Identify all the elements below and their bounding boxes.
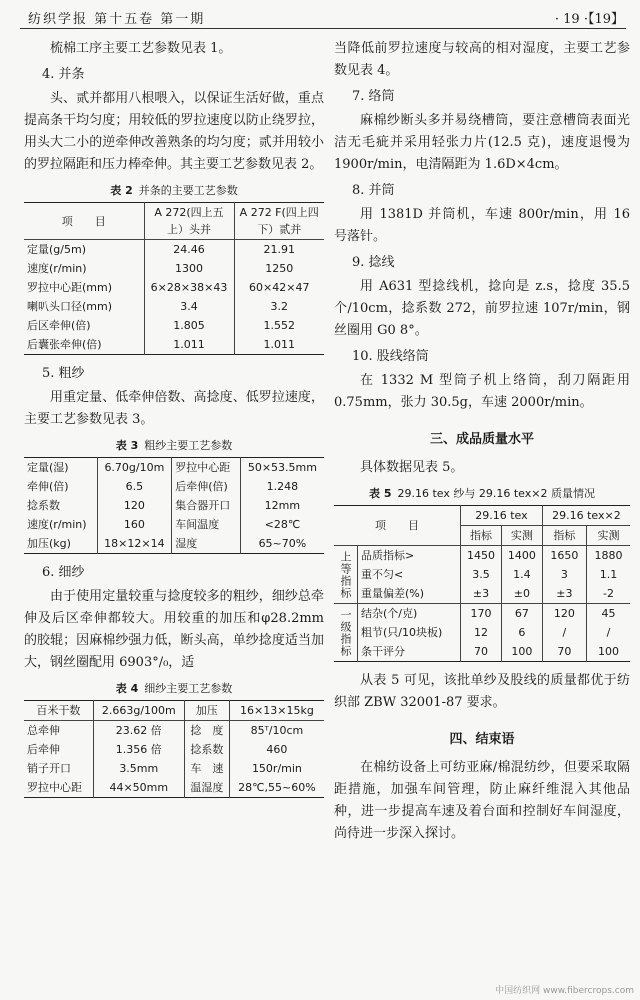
table-row: 项 目 29.16 tex 29.16 tex×2	[334, 506, 630, 526]
table-row: 罗拉中心距(mm) 6×28×38×43 60×42×47	[24, 278, 324, 297]
doubling-paragraph: 用 1381D 并筒机，车速 800r/min，用 16 号落针。	[334, 207, 630, 244]
table-row: 定量(湿) 6.70g/10m 罗拉中心距 50×53.5mm	[24, 458, 324, 478]
table-row: 总牵伸 23.62 倍 捻 度 85ᵀ/10cm	[24, 721, 324, 741]
header-rule	[20, 28, 626, 29]
table-row: 上等指标 品质指标> 1450 1400 1650 1880	[334, 546, 630, 566]
heading-twisting: 9. 捻线	[352, 255, 395, 270]
section-quality-heading: 三、成品质量水平	[429, 432, 534, 447]
table-row: 牵伸(倍) 6.5 后牵伸(倍) 1.248	[24, 477, 324, 496]
section-conclusion-heading: 四、结束语	[449, 732, 515, 747]
table4-caption: 表 4 细纱主要工艺参数	[115, 682, 233, 695]
heading-doubling: 8. 并筒	[352, 183, 395, 198]
table-row: 一级指标 结杂(个/克) 170 67 120 45	[334, 604, 630, 624]
table3-caption: 表 3 粗纱主要工艺参数	[115, 439, 233, 452]
table-row: 百米干数 2.663g/100m 加压 16×13×15kg	[24, 701, 324, 721]
table-row: 速度(r/min) 160 车间温度 <28℃	[24, 515, 324, 534]
table-row: 喇叭头口径(mm) 3.4 3.2	[24, 297, 324, 316]
twisting-paragraph: 用 A631 型捻线机，捻向是 z.s，捻度 35.5 个/10cm，捻系数 272，前罗拉速 107r/min，钢丝圈用 G0 8°。	[334, 279, 630, 338]
intro-paragraph: 梳棉工序主要工艺参数见表 1。	[50, 41, 232, 56]
table-row: 条干评分 70 100 70 100	[334, 642, 630, 662]
table-row: 粗节(只/10块板) 12 6 / /	[334, 623, 630, 642]
drawing-paragraph: 头、贰并都用八根喂入，以保证生活好做，重点提高条干均匀度；用较低的罗拉速度以防止绕罗拉，用头大二小的逆牵伸改善熟条的均匀度；贰并用较小的罗拉隔距和压力棒牵伸。其主要工艺参数见表 2。	[24, 91, 324, 172]
left-column	[24, 38, 324, 798]
continued-paragraph: 当降低前罗拉速度与较高的相对湿度，主要工艺参数见表 4。	[334, 41, 630, 78]
table2-caption: 表 2 并条的主要工艺参数	[110, 184, 238, 197]
journal-title: 纺织学报 第十五卷 第一期	[28, 12, 206, 27]
table-4	[24, 700, 324, 798]
table-row: 捻系数 120 集合器开口 12mm	[24, 496, 324, 515]
table-row: 定量(g/5m) 24.46 21.91	[24, 240, 324, 260]
table-row: 重量偏差(%) ±3 ±0 ±3 -2	[334, 584, 630, 604]
table-row: 速度(r/min) 1300 1250	[24, 259, 324, 278]
right-column	[334, 38, 630, 845]
roving-paragraph: 用重定量、低牵伸倍数、高捻度、低罗拉速度，主要工艺参数见表 3。	[24, 390, 324, 427]
heading-drawing: 4. 并条	[42, 67, 85, 82]
table-row: 后区牵伸(倍) 1.805 1.552	[24, 316, 324, 335]
table-row: 重不匀< 3.5 1.4 3 1.1	[334, 565, 630, 584]
spinning-paragraph: 由于使用定量较重与捻度较多的粗纱，细纱总牵伸及后区牵伸都较大。用较重的加压和φ28.2mm 的胶辊；因麻棉纱强力低，断头高，单纱捻度适当加大，钢丝圈配用 6903°/₀，适	[24, 589, 324, 670]
heading-winding: 7. 络筒	[352, 89, 395, 104]
closing-paragraph: 在棉纺设备上可纺亚麻/棉混纺纱，但要采取隔距措施，加强车间管理，防止麻纤维混入其他品种，进一步提高车速及着台面和控制好车间湿度，尚待进一步深入探讨。	[334, 760, 630, 841]
table-row: 后牵伸 1.356 倍 捻系数 460	[24, 740, 324, 759]
table-row: 加压(kg) 18×12×14 湿度 65~70%	[24, 534, 324, 554]
table-row: 项 目 A 272(四上五上）头并 A 272 F(四上四下）贰并	[24, 203, 324, 240]
ply-winding-paragraph: 在 1332 M 型筒子机上络筒，刮刀隔距用 0.75mm，张力 30.5g，车速 2000r/min。	[334, 373, 630, 410]
watermark: 中国纺织网 www.fibercrops.com	[495, 986, 634, 996]
heading-roving: 5. 粗纱	[42, 366, 85, 381]
heading-ply-winding: 10. 股线络筒	[352, 349, 429, 364]
conclusion-table-paragraph: 从表 5 可见，该批单纱及股线的质量都优于纺织部 ZBW 32001-87 要求。	[334, 673, 630, 710]
table-row: 罗拉中心距 44×50mm 温湿度 28℃,55~60%	[24, 778, 324, 798]
table-row: 指标 实测 指标 实测	[334, 526, 630, 546]
page-number: · 19 ·【19】	[554, 12, 624, 27]
table-3	[24, 457, 324, 554]
winding-paragraph: 麻棉纱断头多并易绕槽筒，要注意槽筒表面光洁无毛疵并采用轻张力片(12.5 克)，速度退慢为1900r/min，电清隔距为 1.6D×4cm。	[334, 113, 630, 172]
quality-paragraph: 具体数据见表 5。	[360, 460, 464, 475]
table5-caption: 表 5 29.16 tex 纱与 29.16 tex×2 质量情况	[369, 487, 595, 500]
table-5	[334, 505, 630, 662]
table-row: 销子开口 3.5mm 车 速 150r/min	[24, 759, 324, 778]
heading-spinning: 6. 细纱	[42, 565, 85, 580]
table-row: 后囊张牵伸(倍) 1.011 1.011	[24, 335, 324, 355]
page-header	[0, 0, 640, 34]
table-2	[24, 202, 324, 355]
